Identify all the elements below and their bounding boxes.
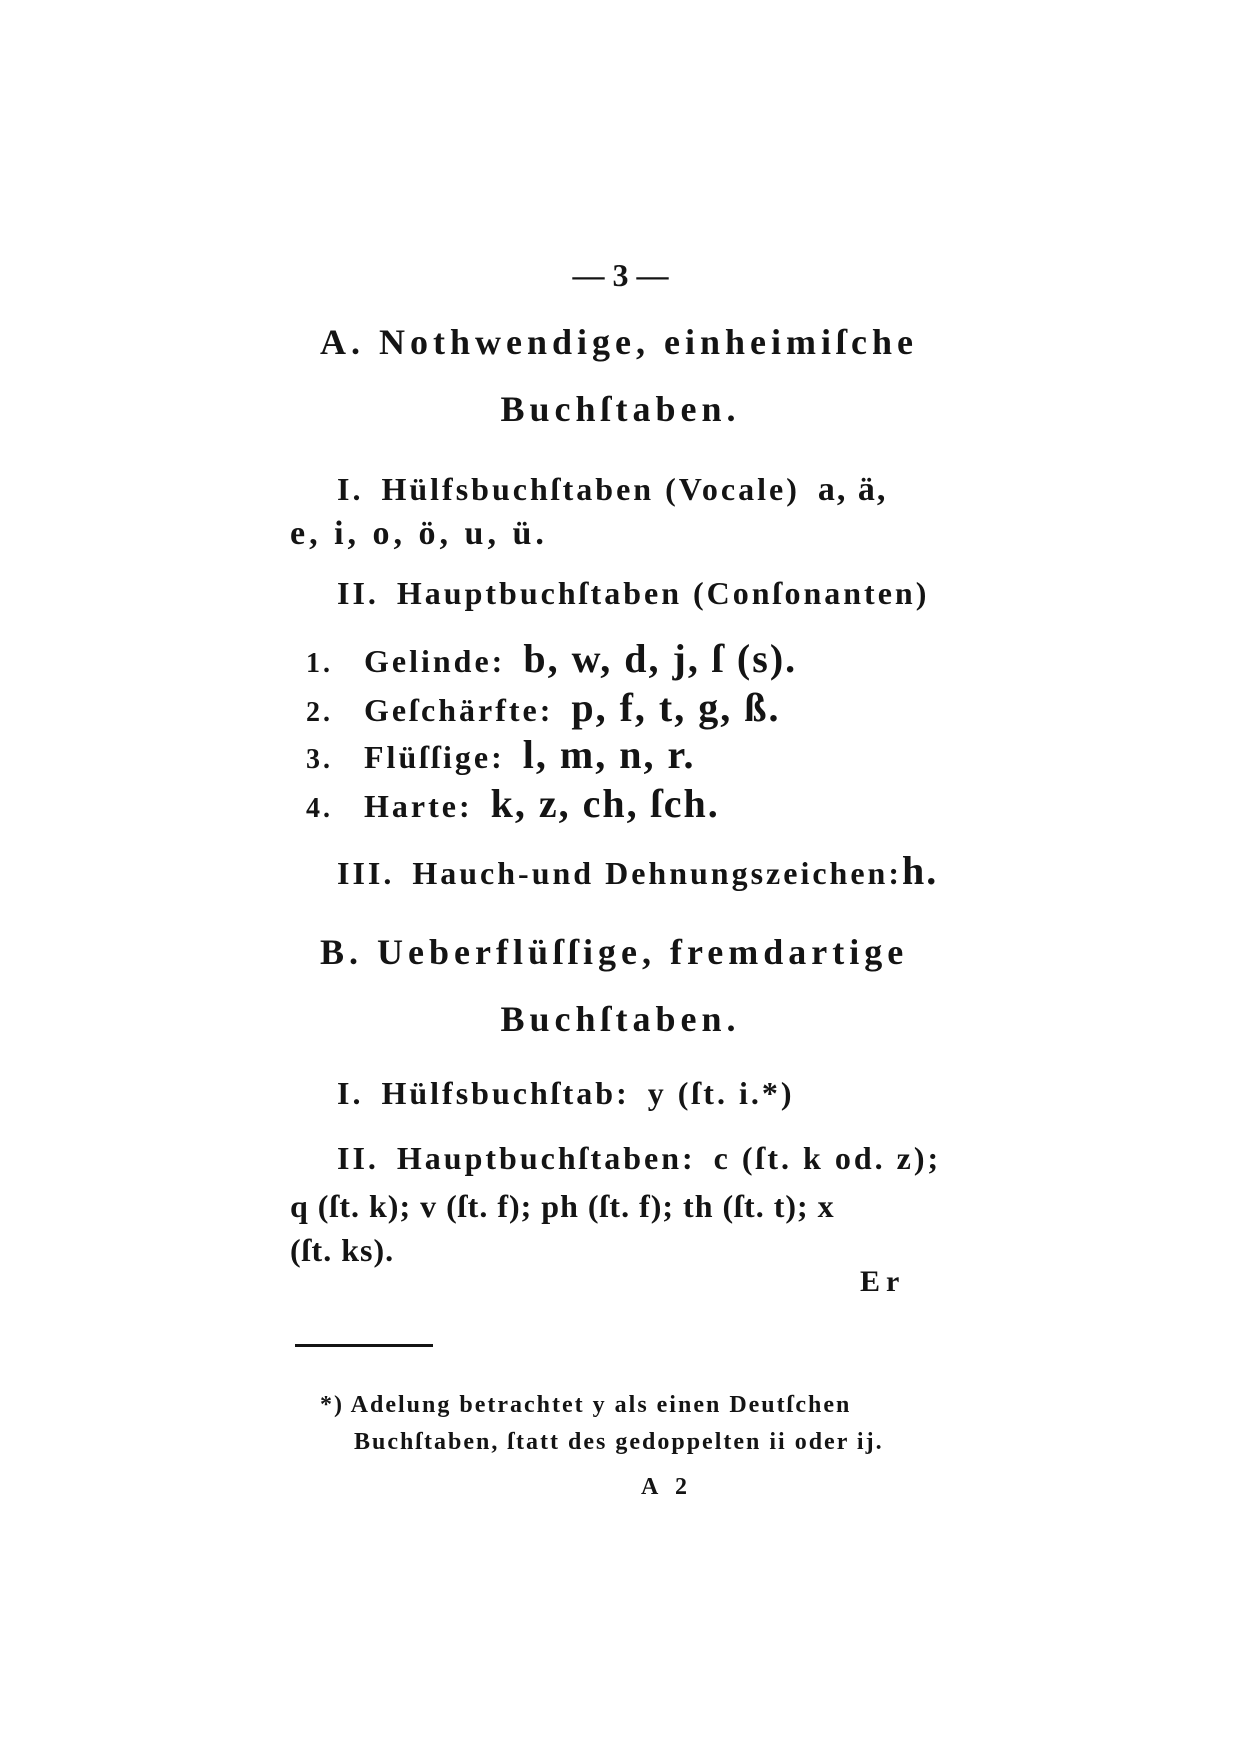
catchword: Er xyxy=(860,1265,906,1298)
vowels-label: Hülfsbuchſtaben (Vocale) xyxy=(381,471,800,507)
section-a-heading-cont: Buchſtaben. xyxy=(500,389,741,429)
b-vowel-num: I. xyxy=(337,1075,364,1111)
consonant-item xyxy=(306,636,798,684)
consonant-item xyxy=(306,685,781,733)
item-letters: k, z, ch, ſch. xyxy=(490,781,720,826)
item-label: Gelinde: xyxy=(364,643,506,679)
footnote-rule xyxy=(295,1344,433,1347)
footnote-line1: *) Adelung betrachtet y als einen Deutſchen xyxy=(320,1392,852,1418)
section-a-heading: A. Nothwendige, einheimiſche xyxy=(320,322,918,362)
consonant-item xyxy=(306,732,696,780)
consonant-item xyxy=(306,781,720,829)
item-num: 1. xyxy=(306,648,333,679)
page-number: — 3 — xyxy=(572,257,669,293)
vowels-line xyxy=(337,469,887,510)
consonants-heading xyxy=(337,573,929,613)
consonants-num: II. xyxy=(337,575,379,611)
breath-letters: h. xyxy=(902,848,939,893)
breath-label: Hauch-und Dehnungszeichen: xyxy=(412,855,902,891)
b-consonants-letters: c (ſt. k od. z); xyxy=(713,1140,942,1176)
vowels-cont: e, i, o, ö, u, ü. xyxy=(290,515,548,552)
item-letters: b, w, d, j, ſ (s). xyxy=(523,636,798,681)
b-consonants-line xyxy=(337,1138,941,1178)
section-b-heading-cont: Buchſtaben. xyxy=(500,999,741,1039)
vowels-letters: a, ä, xyxy=(817,471,888,508)
vowels-num: I. xyxy=(337,471,364,507)
item-letters: l, m, n, r. xyxy=(522,732,696,777)
b-consonants-cont2: (ſt. ks). xyxy=(290,1232,395,1268)
item-num: 3. xyxy=(306,744,333,775)
section-b-heading: B. Ueberflüſſige, fremdartige xyxy=(320,932,909,972)
item-label: Harte: xyxy=(364,788,473,824)
consonants-label: Hauptbuchſtaben (Conſonanten) xyxy=(396,575,930,611)
item-label: Flüſſige: xyxy=(364,739,505,775)
b-consonants-num: II. xyxy=(337,1140,379,1176)
b-vowel-label: Hülfsbuchſtab: xyxy=(381,1075,630,1111)
b-vowel-letters: y (ſt. i.*) xyxy=(647,1075,795,1111)
signature-mark: A 2 xyxy=(641,1474,694,1500)
item-letters: p, f, t, g, ß. xyxy=(571,685,781,730)
b-consonants-cont1: q (ſt. k); v (ſt. f); ph (ſt. f); th (ſt. t); x xyxy=(290,1188,835,1224)
item-num: 2. xyxy=(306,697,333,728)
footnote-line2: Buchſtaben, ſtatt des gedoppelten ii oder ij. xyxy=(354,1429,884,1455)
breath-line xyxy=(337,848,939,893)
item-label: Geſchärfte: xyxy=(364,692,554,728)
breath-num: III. xyxy=(337,855,395,891)
b-consonants-label: Hauptbuchſtaben: xyxy=(396,1140,696,1176)
item-num: 4. xyxy=(306,793,333,824)
b-vowel-line xyxy=(337,1073,794,1113)
